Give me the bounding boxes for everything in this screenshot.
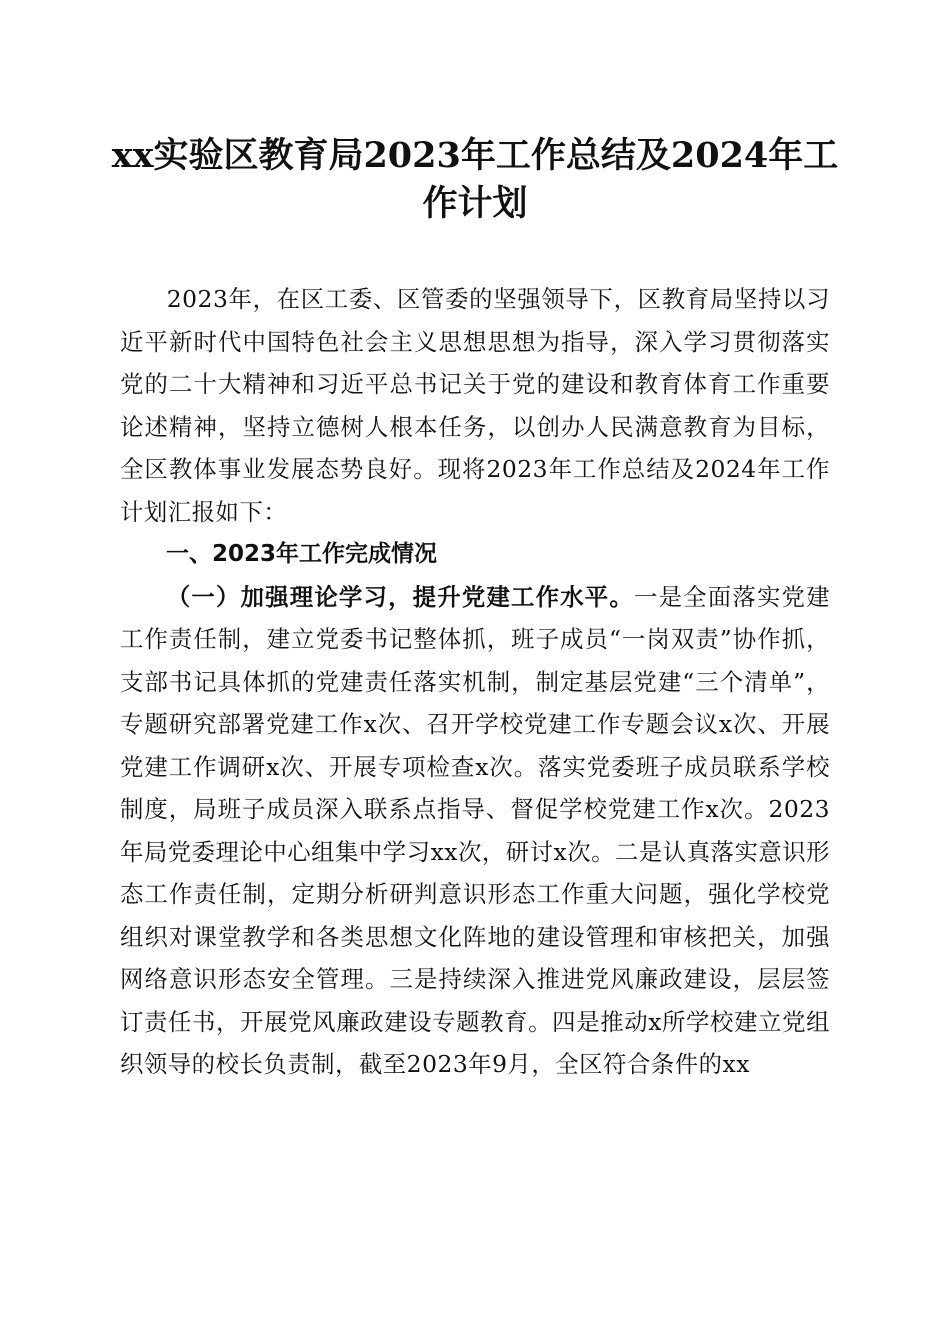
paragraph-subheading: （一）加强理论学习，提升党建工作水平。: [166, 582, 634, 611]
document-title: xx实验区教育局2023年工作总结及2024年工作计划: [111, 135, 839, 224]
intro-paragraph: 2023年，在区工委、区管委的坚强领导下，区教育局坚持以习近平新时代中国特色社会主义思想思想为指导，深入学习贯彻落实党的二十大精神和习近平总书记关于党的建设和教育体育工作重要论述精神，坚持立德树人根本任务，以创办人民满意教育为目标，全区教体事业发展态势良好。现将2023年工作总结及2024年工作计划汇报如下：: [120, 285, 830, 526]
paragraph-text: 一是全面落实党建工作责任制，建立党委书记整体抓，班子成员“一岗双责”协作抓，支部书记具体抓的党建责任落实机制，制定基层党建“三个清单”，专题研究部署党建工作x次、召开学校党建工作专题会议x次、开展党建工作调研x次、开展专项检查x次。落实党委班子成员联系学校制度，局班子成员深入联系点指导、督促学校党建工作x次。2023年局党委理论中心组集中学习xx次，研讨x次。二是认真落实意识形态工作责任制，定期分析研判意识形态工作重大问题，强化学校党组织对课堂教学和各类思想文化阵地的建设管理和审核把关，加强网络意识形态安全管理。三是持续深入推进党风廉政建设，层层签订责任书，开展党风廉政建设专题教育。四是推动x所学校建立党组织领导的校长负责制，截至2023年9月，全区符合条件的xx: [120, 582, 831, 1078]
section-heading: 一、2023年工作完成情况: [166, 541, 438, 567]
document-body: [120, 278, 830, 1086]
section-paragraph: [120, 576, 830, 1086]
